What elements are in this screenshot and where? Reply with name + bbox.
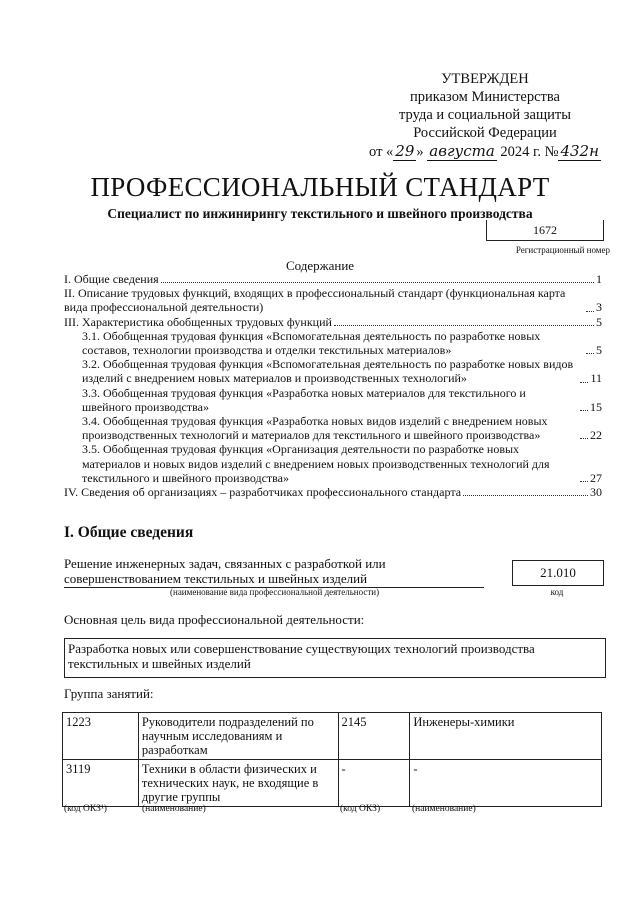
goal-label: Основная цель вида профессиональной деятельности:	[64, 612, 365, 627]
toc-entry-page: 22	[590, 428, 602, 443]
groups-caption-name: (наименование)	[142, 804, 206, 814]
toc-entry[interactable]	[64, 272, 602, 286]
toc-leader	[580, 481, 588, 482]
toc-leader	[161, 282, 594, 283]
toc-entry-page: 30	[590, 485, 602, 500]
approval-line-1: УТВЕРЖДЕН	[441, 71, 529, 87]
registration-label: Регистрационный номер	[515, 245, 610, 255]
toc-entry-page: 5	[596, 343, 602, 358]
toc-entry[interactable]	[64, 414, 602, 442]
okz-name-cell: Техники в области физических и технических наук, не входящие в другие группы	[138, 760, 338, 807]
okz-code-cell: -	[338, 760, 410, 807]
order-line	[360, 142, 610, 161]
toc-entry-text: 3.2. Обобщенная трудовая функция «Вспомогательная деятельность по разработке новых видов изделий с внедрением новых материалов и производственных технологий»	[82, 357, 574, 386]
groups-label: Группа занятий:	[64, 686, 154, 701]
order-month: августа	[429, 142, 495, 160]
approval-line-4: Российской Федерации	[413, 125, 557, 141]
approval-line-3: труда и социальной защиты	[399, 107, 571, 123]
toc-leader	[334, 325, 594, 326]
document-subtitle: Специалист по инжинирингу текстильного и швейного производства	[107, 206, 533, 221]
groups-caption-name-2: (наименование)	[412, 804, 476, 814]
occupation-groups-table	[62, 712, 602, 807]
table-row	[63, 713, 602, 760]
activity-caption: (наименование вида профессиональной деятельности)	[170, 587, 380, 597]
toc-entry-text: 3.4. Обобщенная трудовая функция «Разработка новых видов изделий с внедрением новых производственных технологий и материалов для текстильного и швейного производства»	[82, 414, 548, 443]
order-prefix: от «	[369, 144, 394, 160]
order-year: 2024 г. №	[500, 144, 559, 160]
toc-entry-page: 5	[596, 314, 602, 329]
order-sep: »	[416, 144, 424, 160]
toc-entry-text: III. Характеристика обобщенных трудовых функций	[64, 314, 332, 329]
okz-name-cell: Руководители подразделений по научным исследованиям и разработкам	[138, 713, 338, 760]
toc-entry[interactable]	[64, 315, 602, 329]
approval-line-2: приказом Министерства	[410, 89, 560, 105]
toc-leader	[580, 410, 588, 411]
toc-heading: Содержание	[285, 258, 355, 273]
toc-entry-page: 15	[590, 399, 602, 414]
groups-caption-code-2: (код ОКЗ)	[340, 804, 381, 814]
table-row	[63, 760, 602, 807]
okz-code-cell: 3119	[63, 760, 139, 807]
okz-code-cell: 1223	[63, 713, 139, 760]
approval-block	[360, 70, 610, 161]
toc-entry[interactable]	[64, 329, 602, 357]
document-title: ПРОФЕССИОНАЛЬНЫЙ СТАНДАРТ	[90, 172, 550, 202]
toc-entry-text: 3.1. Обобщенная трудовая функция «Вспомогательная деятельность по разработке новых составов, технологии производства и отделки текстильных материалов»	[82, 328, 541, 358]
toc-leader	[463, 495, 588, 496]
toc-entry[interactable]	[64, 286, 602, 314]
section-title: I. Общие сведения	[64, 524, 194, 541]
activity-code: 21.010	[540, 565, 576, 580]
toc-entry-page: 27	[590, 470, 602, 485]
registration-number: 1672	[533, 223, 557, 237]
toc-leader	[580, 438, 588, 439]
groups-caption-code: (код ОКЗ¹)	[64, 804, 107, 814]
toc-entry[interactable]	[64, 442, 602, 485]
toc-leader	[580, 382, 588, 383]
order-day: 29	[395, 142, 415, 160]
toc-entry-page: 11	[590, 371, 602, 386]
toc-entry-page: 3	[596, 300, 602, 315]
toc-entry-text: 3.3. Обобщенная трудовая функция «Разработка новых материалов для текстильного и швейного производства»	[82, 385, 526, 414]
toc-entry-text: 3.5. Обобщенная трудовая функция «Организация деятельности по разработке новых материалов и новых видов изделий с внедрением новых производственных технологий для текстильного и швейного производства»	[82, 442, 550, 485]
toc-leader	[586, 353, 594, 354]
okz-code-cell: 2145	[338, 713, 410, 760]
order-number: 432н	[560, 142, 599, 160]
toc-entry[interactable]	[64, 386, 602, 414]
toc-entry-text: II. Описание трудовых функций, входящих в профессиональный стандарт (функциональная карта вида профессиональной деятельности)	[64, 286, 566, 315]
activity-name: Решение инженерных задач, связанных с разработкой или совершенствованием текстильных и швейных изделий	[64, 556, 484, 588]
toc-entry-text: I. Общие сведения	[64, 272, 159, 286]
toc-leader	[586, 311, 594, 312]
toc-entry[interactable]	[64, 485, 602, 499]
okz-name-cell: -	[410, 760, 602, 807]
goal-text: Разработка новых или совершенствование существующих технологий производства текстильных и швейных изделий	[64, 638, 606, 678]
table-of-contents	[64, 272, 602, 499]
activity-code-box	[512, 560, 604, 586]
okz-name-cell: Инженеры-химики	[410, 713, 602, 760]
toc-entry-text: IV. Сведения об организациях – разработчиках профессионального стандарта	[64, 485, 462, 500]
registration-number-box	[486, 220, 604, 241]
code-caption: код	[550, 587, 564, 597]
toc-entry[interactable]	[64, 357, 602, 385]
toc-entry-page: 1	[596, 272, 602, 286]
